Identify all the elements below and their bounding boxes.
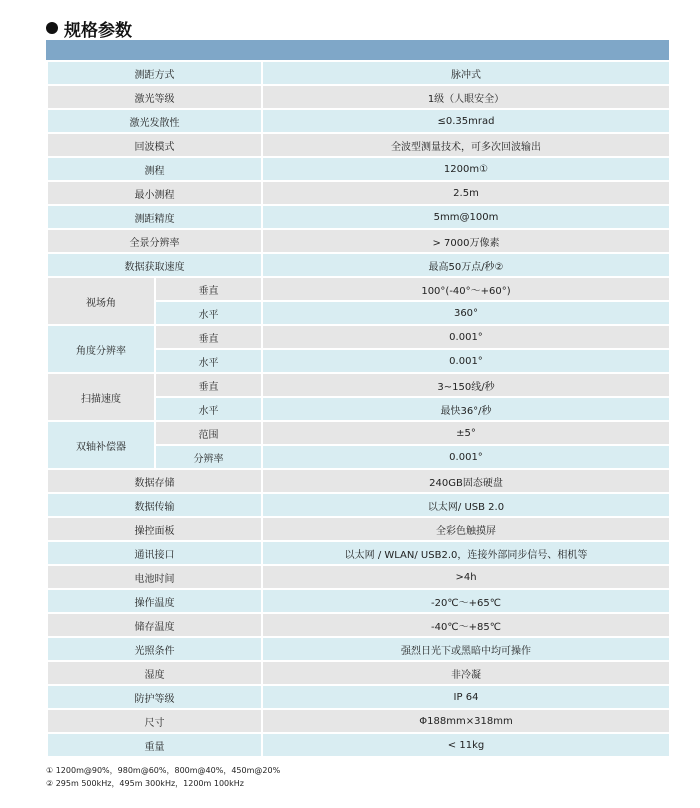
table-row xyxy=(47,493,670,517)
spec-value: 3~150线/秒 xyxy=(262,373,670,397)
page-title xyxy=(46,14,132,42)
table-row xyxy=(47,541,670,565)
table-row xyxy=(47,373,670,397)
spec-value: < 11kg xyxy=(262,733,670,757)
spec-value: -40℃～+85℃ xyxy=(262,613,670,637)
spec-value: 100°(-40°～+60°) xyxy=(262,277,670,301)
spec-label: 操作温度 xyxy=(47,589,262,613)
spec-value: 最高50万点/秒② xyxy=(262,253,670,277)
spec-label: 湿度 xyxy=(47,661,262,685)
spec-label: 回波模式 xyxy=(47,133,262,157)
table-row xyxy=(47,181,670,205)
spec-value: -20℃～+65℃ xyxy=(262,589,670,613)
spec-value: 2.5m xyxy=(262,181,670,205)
spec-value: 240GB固态硬盘 xyxy=(262,469,670,493)
table-row xyxy=(47,637,670,661)
table-row xyxy=(47,157,670,181)
table-row xyxy=(47,733,670,757)
spec-group-label: 双轴补偿器 xyxy=(47,421,155,469)
spec-label: 操控面板 xyxy=(47,517,262,541)
footnote-2: ② 295m 500kHz，495m 300kHz，1200m 100kHz xyxy=(46,779,244,788)
spec-sublabel: 分辨率 xyxy=(155,445,262,469)
footnotes xyxy=(46,764,280,790)
spec-value: 5mm@100m xyxy=(262,205,670,229)
spec-sublabel: 范围 xyxy=(155,421,262,445)
spec-value: 以太网/ USB 2.0 xyxy=(262,493,670,517)
spec-label: 重量 xyxy=(47,733,262,757)
spec-value: ≤0.35mrad xyxy=(262,109,670,133)
table-row xyxy=(47,61,670,85)
table-row xyxy=(47,589,670,613)
spec-value: 360° xyxy=(262,301,670,325)
spec-value: Φ188mm×318mm xyxy=(262,709,670,733)
spec-label: 电池时间 xyxy=(47,565,262,589)
spec-label: 储存温度 xyxy=(47,613,262,637)
spec-label: 尺寸 xyxy=(47,709,262,733)
table-row xyxy=(47,517,670,541)
table-row xyxy=(47,565,670,589)
table-row xyxy=(47,709,670,733)
page-title-text: 规格参数 xyxy=(64,20,132,41)
spec-value: 全彩色触摸屏 xyxy=(262,517,670,541)
table-row xyxy=(47,229,670,253)
spec-value: 强烈日光下或黑暗中均可操作 xyxy=(262,637,670,661)
spec-sublabel: 水平 xyxy=(155,397,262,421)
table-row xyxy=(47,277,670,301)
table-row xyxy=(47,421,670,445)
spec-value: 脉冲式 xyxy=(262,61,670,85)
table-row xyxy=(47,253,670,277)
spec-value: IP 64 xyxy=(262,685,670,709)
spec-label: 数据获取速度 xyxy=(47,253,262,277)
spec-label: 激光发散性 xyxy=(47,109,262,133)
table-row xyxy=(47,109,670,133)
spec-label: 全景分辨率 xyxy=(47,229,262,253)
footnote-1: ① 1200m@90%，980m@60%，800m@40%，450m@20% xyxy=(46,766,281,775)
spec-sublabel: 水平 xyxy=(155,349,262,373)
spec-value: ±5° xyxy=(262,421,670,445)
table-row xyxy=(47,685,670,709)
spec-value: >4h xyxy=(262,565,670,589)
spec-sublabel: 垂直 xyxy=(155,325,262,349)
spec-value: 全波型测量技术，可多次回波输出 xyxy=(262,133,670,157)
spec-label: 防护等级 xyxy=(47,685,262,709)
spec-label: 最小测程 xyxy=(47,181,262,205)
spec-value: 以太网 / WLAN/ USB2.0，连接外部同步信号、相机等 xyxy=(262,541,670,565)
spec-value: 1级（人眼安全） xyxy=(262,85,670,109)
spec-value: 0.001° xyxy=(262,325,670,349)
spec-sublabel: 垂直 xyxy=(155,277,262,301)
spec-label: 测距方式 xyxy=(47,61,262,85)
spec-sublabel: 垂直 xyxy=(155,373,262,397)
spec-label: 激光等级 xyxy=(47,85,262,109)
spec-sublabel: 水平 xyxy=(155,301,262,325)
bullet-icon xyxy=(46,22,58,34)
spec-value: 0.001° xyxy=(262,445,670,469)
table-row xyxy=(47,325,670,349)
spec-label: 光照条件 xyxy=(47,637,262,661)
table-row xyxy=(47,133,670,157)
spec-label: 测距精度 xyxy=(47,205,262,229)
table-row xyxy=(47,205,670,229)
table-row xyxy=(47,469,670,493)
spec-value: > 7000万像素 xyxy=(262,229,670,253)
table-header-bar xyxy=(46,40,669,60)
table-row xyxy=(47,661,670,685)
spec-group-label: 扫描速度 xyxy=(47,373,155,421)
spec-label: 测程 xyxy=(47,157,262,181)
spec-value: 最快36°/秒 xyxy=(262,397,670,421)
spec-label: 通讯接口 xyxy=(47,541,262,565)
spec-value: 非冷凝 xyxy=(262,661,670,685)
spec-table xyxy=(46,60,671,758)
table-row xyxy=(47,85,670,109)
spec-label: 数据存储 xyxy=(47,469,262,493)
spec-value: 1200m① xyxy=(262,157,670,181)
table-row xyxy=(47,613,670,637)
spec-value: 0.001° xyxy=(262,349,670,373)
spec-group-label: 视场角 xyxy=(47,277,155,325)
spec-group-label: 角度分辨率 xyxy=(47,325,155,373)
spec-label: 数据传输 xyxy=(47,493,262,517)
